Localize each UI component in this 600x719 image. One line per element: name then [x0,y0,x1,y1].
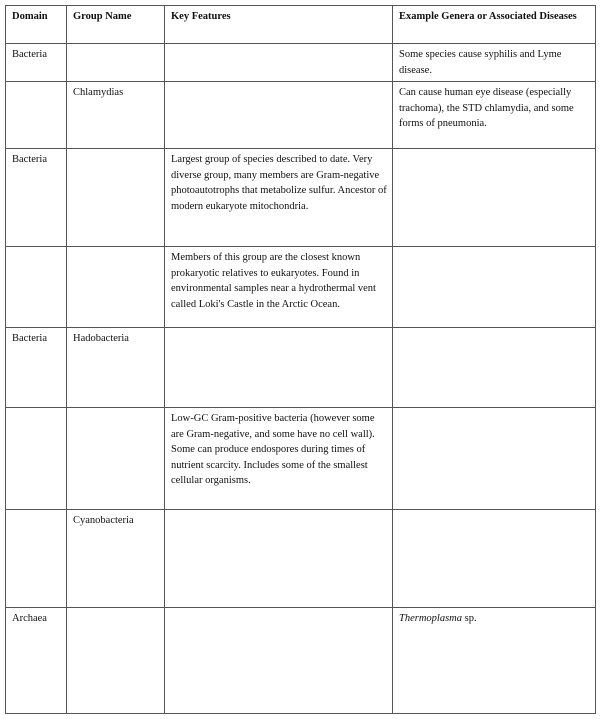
cell-examples [393,328,596,408]
cell-features: Low-GC Gram-positive bacteria (however some are Gram-negative, and some have no cell wall). Some can produce endospores during times of nutrient scarcity. Includes some of the smallest cellular organisms. [165,408,393,510]
header-domain: Domain [6,6,67,44]
genus-name: Thermoplasma [399,613,463,624]
header-examples: Example Genera or Associated Diseases [393,6,596,44]
table-row [6,328,596,408]
cell-domain: Bacteria [6,44,67,82]
cell-examples: Some species cause syphilis and Lyme disease. [393,44,596,82]
cell-features [165,82,393,149]
cell-group: Hadobacteria [67,328,165,408]
cell-domain: Bacteria [6,328,67,408]
cell-group: Cyanobacteria [67,510,165,608]
table-row [6,44,596,82]
species-suffix: sp. [462,613,477,624]
table-row [6,408,596,510]
cell-examples [393,247,596,328]
cell-domain [6,82,67,149]
cell-features [165,510,393,608]
cell-domain [6,408,67,510]
cell-examples [393,149,596,247]
cell-domain: Archaea [6,608,67,714]
cell-domain [6,247,67,328]
cell-group [67,408,165,510]
classification-table [5,5,596,714]
cell-domain: Bacteria [6,149,67,247]
cell-features [165,44,393,82]
cell-features: Largest group of species described to date. Very diverse group, many members are Gram-negative photoautotrophs that metabolize sulfur. Ancestor of modern eukaryote mitochondria. [165,149,393,247]
cell-group [67,149,165,247]
table-row [6,247,596,328]
table-row [6,510,596,608]
cell-features [165,608,393,714]
cell-features: Members of this group are the closest known prokaryotic relatives to eukaryotes. Found in environmental samples near a hydrothermal vent called Loki's Castle in the Arctic Ocean. [165,247,393,328]
header-row [6,6,596,44]
header-group-name: Group Name [67,6,165,44]
cell-examples: Can cause human eye disease (especially trachoma), the STD chlamydia, and some forms of pneumonia. [393,82,596,149]
cell-group: Chlamydias [67,82,165,149]
header-key-features: Key Features [165,6,393,44]
table-row [6,149,596,247]
cell-group [67,608,165,714]
cell-examples [393,510,596,608]
cell-domain [6,510,67,608]
table-row [6,82,596,149]
cell-features [165,328,393,408]
cell-group [67,247,165,328]
cell-examples [393,608,596,714]
cell-examples [393,408,596,510]
table-row [6,608,596,714]
cell-group [67,44,165,82]
